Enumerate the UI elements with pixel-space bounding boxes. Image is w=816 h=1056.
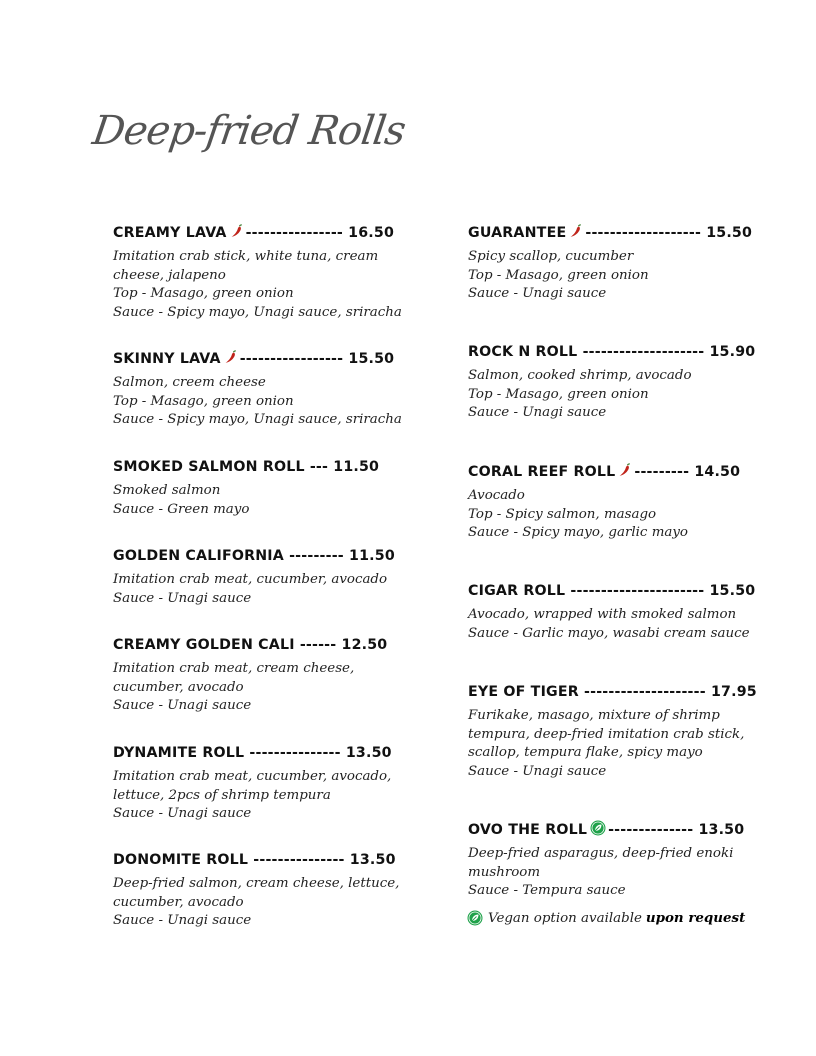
menu-item-description-line: Deep-fried salmon, cream cheese, lettuce,	[113, 876, 400, 891]
menu-item-name: CREAMY LAVA	[113, 225, 227, 241]
menu-item-leader: -----------------	[239, 351, 344, 367]
menu-item-description	[113, 660, 403, 716]
leaf-icon	[467, 910, 483, 926]
menu-item-price: 16.50	[348, 225, 395, 241]
menu-item-description	[113, 768, 403, 824]
menu-item-name: DYNAMITE ROLL	[113, 745, 245, 761]
menu-item-description-line: Furikake, masago, mixture of shrimp	[468, 708, 720, 723]
menu-item-description-line: Sauce - Spicy mayo, garlic mayo	[468, 525, 688, 541]
menu-item-price: 14.50	[694, 464, 741, 480]
menu-item	[468, 683, 758, 781]
menu-item-description	[113, 374, 403, 430]
chili-icon	[224, 350, 238, 368]
menu-item	[113, 458, 403, 519]
menu-item-header	[113, 224, 403, 242]
menu-item-price: 12.50	[341, 637, 388, 653]
menu-item-header	[468, 224, 758, 242]
menu-item-name: GUARANTEE	[468, 225, 567, 241]
menu-item-description-line: Top - Masago, green onion	[468, 267, 649, 283]
menu-item-description	[468, 707, 758, 781]
menu-item-header	[113, 851, 403, 869]
menu-item-price: 15.50	[709, 583, 756, 599]
menu-item-description-line: Avocado, wrapped with smoked salmon	[468, 607, 737, 622]
menu-item	[468, 582, 758, 643]
menu-item-description	[113, 248, 403, 322]
menu-item-description-line: tempura, deep-fried imitation crab stick,	[468, 726, 745, 742]
menu-item-description	[468, 487, 758, 543]
menu-item-header	[468, 821, 758, 839]
menu-item-description-line: Top - Masago, green onion	[468, 386, 649, 402]
menu-item-leader: -------------------	[585, 225, 702, 241]
menu-item-description-line: Sauce - Garlic mayo, wasabi cream sauce	[468, 625, 750, 641]
menu-item-description	[468, 248, 758, 304]
menu-item-description-line: cucumber, avocado	[113, 679, 244, 695]
menu-item-description-line: Imitation crab meat, cucumber, avocado,	[113, 769, 392, 784]
menu-item-description-line: Smoked salmon	[113, 483, 221, 498]
menu-item	[468, 343, 758, 423]
page-title: Deep-fried Rolls	[89, 108, 408, 154]
vegan-note-emphasis: upon request	[645, 910, 746, 926]
menu-item-name: OVO THE ROLL	[468, 822, 588, 838]
menu-item-name: GOLDEN CALIFORNIA	[113, 548, 284, 564]
chili-icon	[618, 463, 632, 481]
menu-item-leader: ---------	[634, 464, 690, 480]
menu-item	[113, 851, 403, 931]
menu-item-leader: --------------------	[582, 344, 705, 360]
menu-item-description-line: Sauce - Unagi sauce	[468, 405, 607, 421]
menu-item	[468, 463, 758, 543]
menu-item-leader: ----------------	[245, 225, 344, 241]
menu-item-description-line: Top - Masago, green onion	[113, 393, 294, 409]
menu-item-description-line: mushroom	[468, 864, 541, 880]
menu-item-price: 11.50	[333, 459, 380, 475]
vegan-note-text: Vegan option available	[488, 910, 642, 926]
menu-item-price: 15.90	[709, 344, 756, 360]
menu-item-description	[468, 845, 758, 901]
menu-item-description-line: Deep-fried asparagus, deep-fried enoki	[468, 846, 734, 861]
menu-item-leader: --------------------	[584, 684, 706, 700]
menu-item-price: 11.50	[349, 548, 395, 564]
menu-item-description-line: Top - Masago, green onion	[113, 286, 294, 302]
menu-item	[113, 224, 403, 322]
menu-item-header	[468, 463, 758, 481]
menu-item	[468, 821, 758, 901]
menu-item-description-line: Imitation crab meat, cucumber, avocado	[113, 572, 388, 587]
menu-item-description-line: Spicy scallop, cucumber	[468, 249, 634, 264]
menu-item-description-line: Salmon, cooked shrimp, avocado	[468, 368, 692, 383]
menu-item-description-line: Sauce - Unagi sauce	[113, 590, 252, 606]
menu-item-header	[113, 744, 403, 762]
menu-item	[113, 547, 403, 608]
menu-item-header	[468, 683, 758, 701]
menu-item-leader: ---------	[289, 548, 344, 564]
menu-item-description	[113, 571, 403, 608]
menu-item-name: CORAL REEF ROLL	[468, 464, 616, 480]
menu-item-description-line: Top - Spicy salmon, masago	[468, 506, 657, 522]
menu-item-header	[113, 350, 403, 368]
menu-item-price: 15.50	[348, 351, 395, 367]
menu-item-description-line: lettuce, 2pcs of shrimp tempura	[113, 787, 331, 803]
menu-item-description-line: scallop, tempura flake, spicy mayo	[468, 745, 703, 761]
menu-item-description-line: Salmon, creem cheese	[113, 375, 266, 390]
menu-item	[113, 636, 403, 716]
menu-item-price: 17.95	[710, 684, 757, 700]
menu-item-leader: --------------	[608, 822, 694, 838]
menu-item-name: CIGAR ROLL	[468, 583, 566, 599]
leaf-icon	[590, 820, 606, 840]
menu-item-leader: ------	[299, 637, 337, 653]
menu-item	[113, 350, 403, 430]
menu-item-description	[113, 482, 403, 519]
menu-item-description-line: Sauce - Unagi sauce	[113, 698, 252, 714]
menu-item-name: SMOKED SALMON ROLL	[113, 459, 305, 475]
menu-item-price: 13.50	[349, 852, 396, 868]
menu-item-description-line: Imitation crab meat, cream cheese,	[113, 661, 355, 676]
menu-item-header	[113, 547, 403, 565]
menu-item-description-line: cucumber, avocado	[113, 894, 244, 910]
menu-item-header	[113, 636, 403, 654]
menu-item-name: DONOMITE ROLL	[113, 852, 249, 868]
menu-item-price: 13.50	[698, 822, 745, 838]
menu-item-description-line: Sauce - Unagi sauce	[468, 763, 607, 779]
menu-item-description-line: Imitation crab stick, white tuna, cream	[113, 249, 379, 264]
menu-item-leader: ---	[309, 459, 329, 475]
menu-item-price: 13.50	[345, 745, 392, 761]
vegan-note	[467, 910, 745, 926]
menu-item-description-line: Sauce - Unagi sauce	[113, 806, 252, 822]
menu-item-description-line: Sauce - Spicy mayo, Unagi sauce, sriracha	[113, 304, 402, 320]
menu-item-name: SKINNY LAVA	[113, 351, 221, 367]
menu-item-description-line: Sauce - Unagi sauce	[113, 913, 252, 929]
menu-item-leader: ----------------------	[570, 583, 705, 599]
menu-item-header	[468, 582, 758, 600]
menu-item-name: ROCK N ROLL	[468, 344, 578, 360]
menu-item-description-line: Sauce - Unagi sauce	[468, 286, 607, 302]
menu-item-description-line: Sauce - Green mayo	[113, 501, 250, 517]
menu-item-description-line: Sauce - Spicy mayo, Unagi sauce, sriracha	[113, 412, 402, 428]
menu-item-header	[113, 458, 403, 476]
menu-item-description-line: Sauce - Tempura sauce	[468, 883, 626, 899]
menu-item	[113, 744, 403, 824]
menu-item-name: EYE OF TIGER	[468, 684, 579, 700]
menu-item-description	[468, 367, 758, 423]
menu-item-name: CREAMY GOLDEN CALI	[113, 637, 295, 653]
menu-item-description-line: Avocado	[468, 488, 525, 503]
menu-item-price: 15.50	[706, 225, 753, 241]
menu-item-header	[468, 343, 758, 361]
menu-item-description	[468, 606, 758, 643]
chili-icon	[569, 224, 583, 242]
menu-item-description	[113, 875, 403, 931]
menu-item-description-line: cheese, jalapeno	[113, 267, 226, 283]
menu-item-leader: ---------------	[249, 745, 341, 761]
menu-item-leader: ---------------	[253, 852, 345, 868]
menu-item	[468, 224, 758, 304]
chili-icon	[230, 224, 244, 242]
